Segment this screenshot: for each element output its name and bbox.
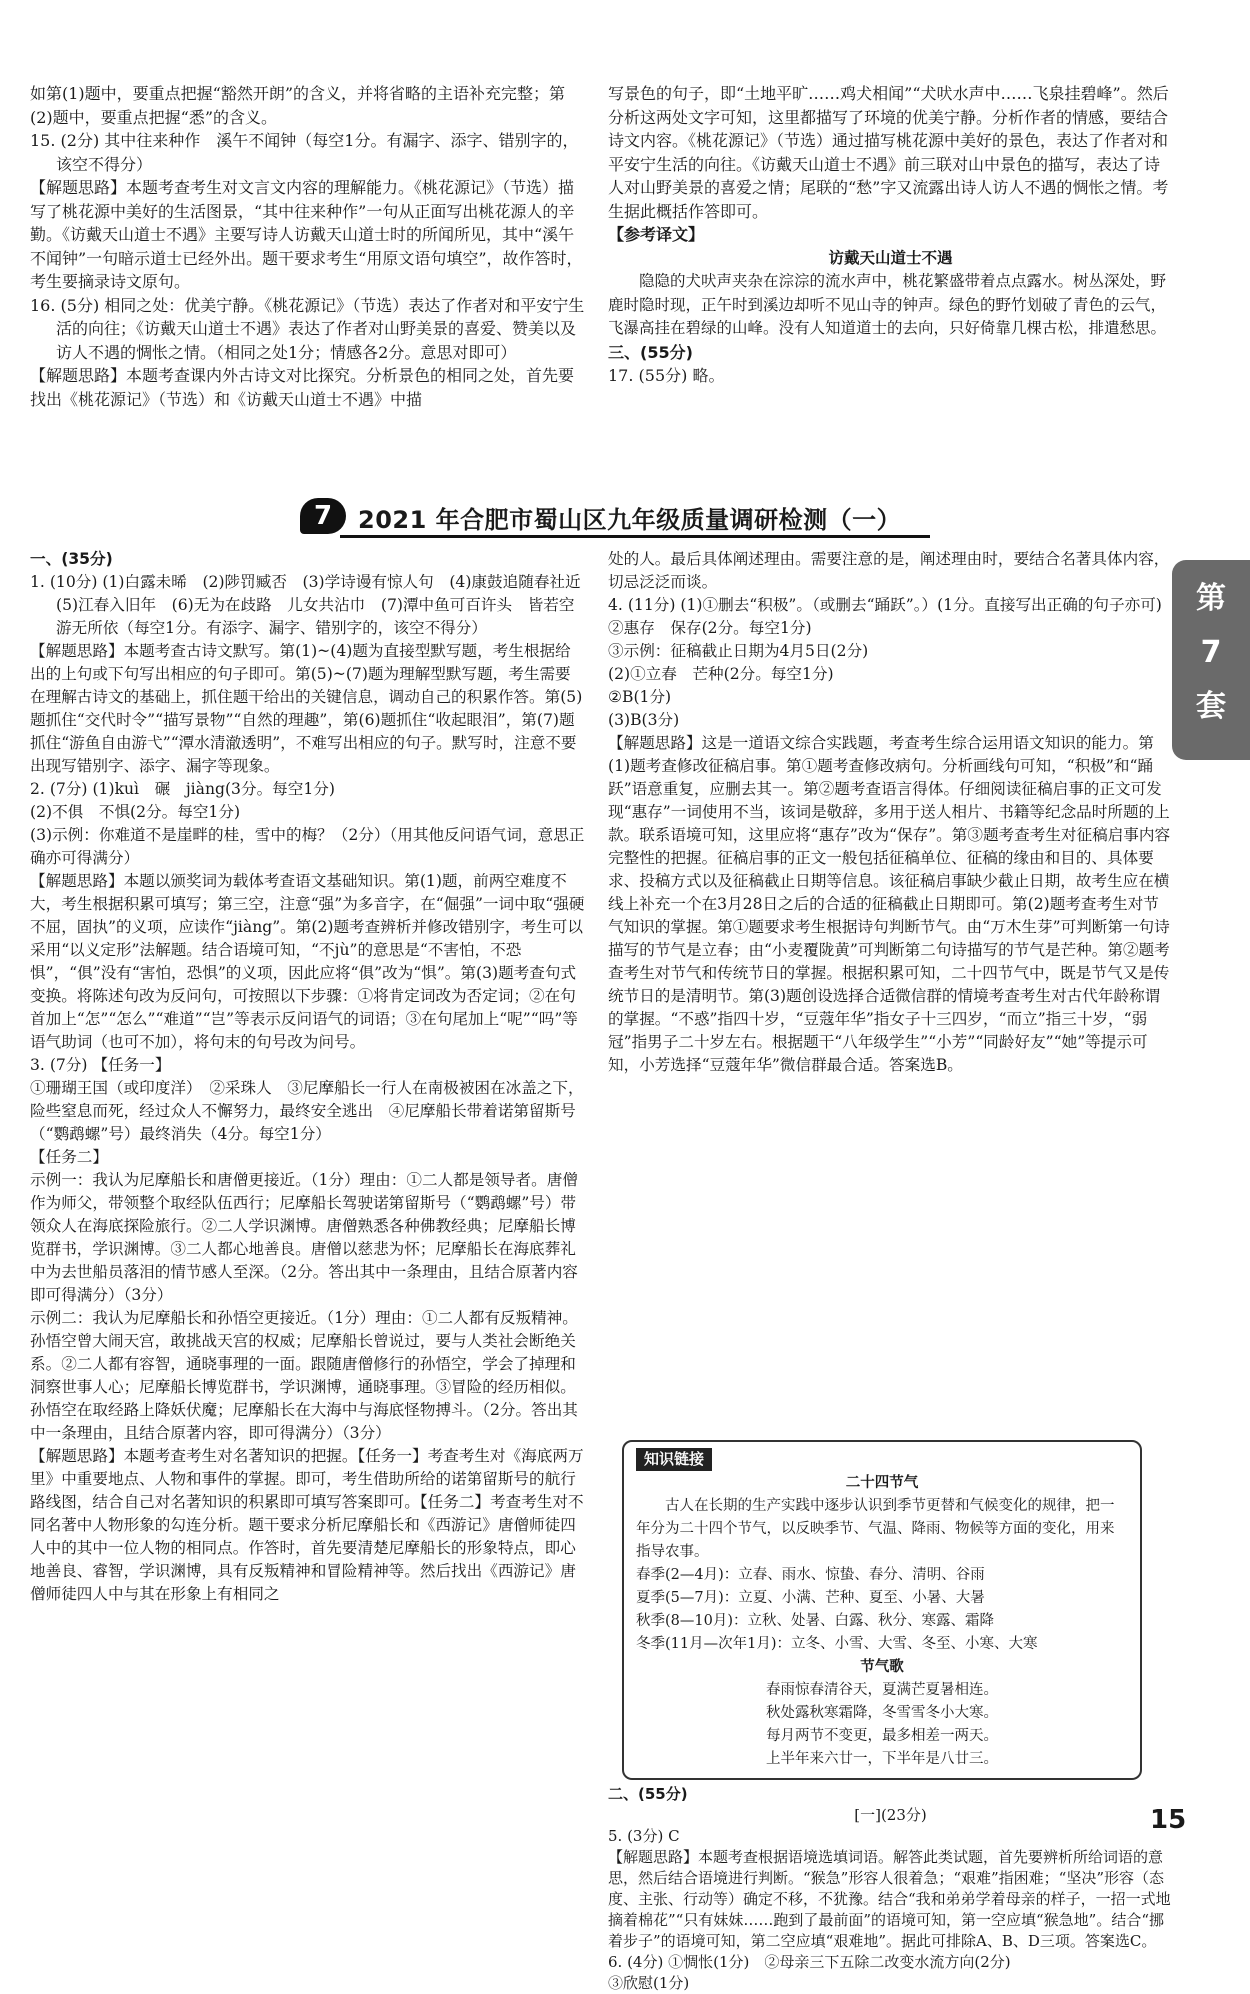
banner-rule <box>340 535 930 538</box>
analysis-1: 【解题思路】本题考查古诗文默写。第(1)~(4)题为直接型默写题，考生根据给出的上句或下句写出相应的句子即可。第(5)~(7)题为理解型默写题，考生需要在理解古诗文的基础上，抓住题干给出的关键信息，调动自己的积累作答。第(5)题抓住“交代时令”“描写景物”“自然的理趣”，第(6)题抓住“收起眼泪”，第(7)题抓住“游鱼自由游弋”“潭水清澈透明”，不难写出相应的句子。默写时，注意不要出现写错别字、添字、漏字等现象。 <box>30 642 583 775</box>
box-title: 二十四节气 <box>845 1475 919 1491</box>
top-right-column <box>608 82 1173 388</box>
box-intro: 古人在长期的生产实践中逐步认识到季节更替和气候变化的规律，把一年分为二十四个节气，以反映季节、气温、降雨、物候等方面的变化，用来指导农事。 <box>636 1498 1115 1560</box>
season-line: 秋季(8—10月)：立秋、处暑、白露、秋分、寒露、霜降 <box>636 1613 994 1629</box>
test-number-badge: 7 <box>300 498 346 534</box>
answer-2: 2. (7分) (1)kuì 碾 jiàng(3分。每空1分) <box>30 780 335 798</box>
page-number: 15 <box>1150 1805 1187 1835</box>
task-1-answer: ①珊瑚王国（或印度洋） ②采珠人 ③尼摩船长一行人在南极被困在冰盖之下，险些窒息而死，经过众人不懈努力，最终安全逃出 ④尼摩船长带着诺第留斯号（“鹦鹉螺”号）最终消失（4分。每空1分） <box>30 1079 584 1143</box>
side-tab-char: 套 <box>1196 689 1226 724</box>
song-line: 春雨惊春清谷天，夏满芒夏暑相连。 <box>766 1682 998 1698</box>
side-tab-char: 7 <box>1200 635 1222 670</box>
knowledge-link-tag: 知识链接 <box>636 1448 712 1471</box>
answer-2-2: (2)不俱 不惧(2分。每空1分) <box>30 803 241 821</box>
answer-4-2-1: (2)①立春 芒种(2分。每空1分) <box>608 665 834 683</box>
side-tab-char: 第 <box>1196 581 1226 616</box>
analysis-15: 【解题思路】本题考查考生对文言文内容的理解能力。《桃花源记》（节选）描写了桃花源中美好的生活图景，“其中往来种作”一句从正面写出桃花源人的辛勤。《访戴天山道士不遇》主要写诗人访戴天山道士时的所闻所见，其中“溪午不闻钟”一句暗示道士已经外出。题干要求考生“用原文语句填空”，故作答时，考生要摘录诗文原句。 <box>30 178 583 291</box>
answer-2-3: (3)示例：你难道不是崖畔的桂，雪中的梅？（2分）（用其他反问语气词，意思正确亦可得满分） <box>30 826 585 867</box>
answer-5: 5. (3分) C <box>608 1827 680 1845</box>
task-2-example-1: 示例一：我认为尼摩船长和唐僧更接近。（1分）理由：①二人都是领导者。唐僧作为师父，带领整个取经队伍西行；尼摩船长驾驶诺第留斯号（“鹦鹉螺”号）带领众人在海底探险旅行。②二人学识渊博。唐僧熟悉各种佛教经典；尼摩船长博览群书，学识渊博。③二人都心地善良。唐僧以慈悲为怀；尼摩船长在海底葬礼中为去世船员落泪的情节感人至深。（2分。答出其中一条理由，且结合原著内容即可得满分）（3分） <box>30 1171 578 1304</box>
test-title: 2021 年合肥市蜀山区九年级质量调研检测（一） <box>358 506 902 534</box>
task-2-example-2: 示例二：我认为尼摩船长和孙悟空更接近。（1分）理由：①二人都有反叛精神。孙悟空曾大闹天宫，敢挑战天宫的权威；尼摩船长曾说过，要与人类社会断绝关系。②二人都有容智，通晓事理的一面。跟随唐僧修行的孙悟空，学会了掉理和洞察世事人心；尼摩船长博览群书，学识渊博，通晓事理。③冒险的经历相似。孙悟空在取经路上降妖伏魔；尼摩船长在大海中与海底怪物搏斗。（2分。答出其中一条理由，且结合原著内容，即可得满分）（3分） <box>30 1309 578 1442</box>
analysis-16: 【解题思路】本题考查课内外古诗文对比探究。分析景色的相同之处，首先要找出《桃花源记》（节选）和《访戴天山道士不遇》中描 <box>30 366 575 409</box>
season-line: 春季(2—4月)：立春、雨水、惊蛰、春分、清明、谷雨 <box>636 1567 985 1583</box>
paragraph: 处的人。最后具体阐述理由。需要注意的是，阐述理由时，要结合名著具体内容，切忌泛泛而谈。 <box>608 550 1170 591</box>
translation-text: 隐隐的犬吠声夹杂在淙淙的流水声中，桃花繁盛带着点点露水。树丛深处，野鹿时隐时现，正午时到溪边却听不见山寺的钟声。绿色的野竹划破了青色的云气，飞瀑高挂在碧绿的山峰。没有人知道道士的去向，只好倚靠几棵古松，排遣愁思。 <box>608 272 1167 337</box>
test-banner <box>300 498 930 538</box>
answer-4-1-2: ②惠存 保存(2分。每空1分) <box>608 619 812 637</box>
section-2-heading: 二、(55分) <box>608 1785 688 1803</box>
section-3-heading: 三、(55分) <box>608 342 693 362</box>
song-title: 节气歌 <box>860 1659 904 1675</box>
section-1-heading: 一、(35分) <box>30 550 113 568</box>
song-line: 上半年来六廿一，下半年是八廿三。 <box>766 1751 998 1767</box>
right-bottom-column <box>608 1784 1173 1994</box>
answer-4-1-3: ③示例：征稿截止日期为4月5日(2分) <box>608 642 869 660</box>
answer-16: 16. (5分) 相同之处：优美宁静。《桃花源记》（节选）表达了作者对和平安宁生活的向往；《访戴天山道士不遇》表达了作者对山野美景的喜爱、赞美以及访人不遇的惆怅之情。（相同之处1分；情感各2分。意思对即可） <box>30 295 585 362</box>
translation-block <box>608 247 1173 341</box>
task-2-label: 【任务二】 <box>30 1148 108 1166</box>
song-line: 秋处露秋寒霜降，冬雪雪冬小大寒。 <box>766 1705 998 1721</box>
answer-1: 1. (10分) (1)白露未晞 (2)陟罚臧否 (3)学诗谩有惊人句 (4)康鼓追随春社近 (5)江春入旧年 (6)无为在歧路 儿女共沾巾 (7)潭中鱼可百许头 皆若空游无所依（每空1分。有添字、漏字、错别字的，该空不得分） <box>30 573 597 637</box>
top-left-column <box>30 82 585 411</box>
answer-6: 6. (4分) ①惆怅(1分) ②母亲三下五除二改变水流方向(2分) <box>608 1953 1011 1971</box>
song-line: 每月两节不变更，最多相差一两天。 <box>766 1728 998 1744</box>
answer-4-3: (3)B(3分) <box>608 711 680 729</box>
knowledge-link-box <box>622 1440 1142 1780</box>
answer-17: 17. (55分) 略。 <box>608 366 725 385</box>
translation-title: 访戴天山道士不遇 <box>828 248 953 267</box>
reference-translation-label: 【参考译文】 <box>608 225 705 244</box>
analysis-2: 【解题思路】本题以颁奖词为载体考查语文基础知识。第(1)题，前两空难度不大，考生根据积累可填写；第三空，注意“强”为多音字，在“倔强”一词中取“强硬不屈，固执”的义项，应读作“jiàng”。第(2)题考查辨析并修改错别字，考生可以采用“以义定形”法解题。结合语境可知，“不jù”的意思是“不害怕，不恐惧”，“俱”没有“害怕，恐惧”的义项，因此应将“俱”改为“惧”。第(3)题考查句式变换。将陈述句改为反问句，可按照以下步骤：①将肯定词改为否定词；②在句首加上“怎”“怎么”“难道”“岂”等表示反问语气的词语；③在句尾加上“呢”“吗”等语气助词（也可不加），将句末的句号改为问号。 <box>30 872 585 1051</box>
paragraph: 如第(1)题中，要重点把握“豁然开朗”的含义，并将省略的主语补充完整；第(2)题中，要重点把握“悉”的含义。 <box>30 84 566 127</box>
left-main-column <box>30 548 597 1606</box>
answer-3: 3. (7分) 【任务一】 <box>30 1056 171 1074</box>
analysis-4: 【解题思路】这是一道语文综合实践题，考查考生综合运用语文知识的能力。第(1)题考查修改征稿启事。第①题考查修改病句。分析画线句可知，“积极”和“踊跃”语意重复，应删去其一。第②题考查语言得体。仔细阅读征稿启事的正文可发现“惠存”一词使用不当，该词是敬辞，多用于送人相片、书籍等纪念品时所题的上款。联系语境可知，这里应将“惠存”改为“保存”。第③题考查考生对征稿启事内容完整性的把握。征稿启事的正文一般包括征稿单位、征稿的缘由和目的、具体要求、投稿方式以及征稿截止日期等信息。该征稿启事缺少截止日期，故考生应在横线上补充一个在3月28日之后的合适的征稿截止日期即可。第(2)题考查考生对节气知识的掌握。第①题要求考生根据诗句判断节气。由“万木生芽”可判断第一句诗描写的节气是立春；由“小麦覆陇黄”可判断第二句诗描写的节气是芒种。第②题考查考生对节气和传统节日的掌握。根据积累可知，二十四节气中，既是节气又是传统节日的是清明节。第(3)题创设选择合适微信群的情境考查考生对古代年龄称谓的掌握。“不惑”指四十岁，“豆蔻年华”指女子十三四岁，“而立”指三十岁，“弱冠”指男子二十岁左右。根据题干“八年级学生”“小芳”“同龄好友”“她”等提示可知，小芳选择“豆蔻年华”微信群最合适。答案选B。 <box>608 734 1171 1074</box>
season-line: 夏季(5—7月)：立夏、小满、芒种、夏至、小暑、大暑 <box>636 1590 985 1606</box>
analysis-5: 【解题思路】本题考查根据语境选填词语。解答此类试题，首先要辨析所给词语的意思，然后结合语境进行判断。“猴急”形容人很着急；“艰难”指困难；“坚决”形容（态度、主张、行动等）确定不移，不犹豫。结合“我和弟弟学着母亲的样子，一招一式地摘着棉花”“只有妹妹……跑到了最前面”的语境可知，第一空应填“猴急地”。结合“挪着步子”的语境可知，第二空应填“艰难地”。据此可排除A、B、D三项。答案选C。 <box>608 1848 1171 1950</box>
paragraph: 写景色的句子，即“土地平旷……鸡犬相闻”“犬吠水声中……飞泉挂碧峰”。然后分析这两处文字可知，这里都描写了环境的优美宁静。分析作者的情感，要结合诗文内容。《桃花源记》（节选）通过描写桃花源中美好的景色，表达了作者对和平安宁生活的向往。《访戴天山道士不遇》前三联对山中景色的描写，表达了诗人对山野美景的喜爱之情；尾联的“愁”字又流露出诗人访人不遇的惆怅之情。考生据此概括作答即可。 <box>608 84 1169 221</box>
right-main-column <box>608 548 1173 1077</box>
side-tab <box>1172 560 1250 760</box>
answer-15: 15. (2分) 其中往来种作 溪午不闻钟（每空1分。有漏字、添字、错别字的，该空不得分） <box>30 131 579 174</box>
answer-4-2-2: ②B(1分) <box>608 688 672 706</box>
subsection-1-heading: [一](23分) <box>854 1806 927 1824</box>
season-line: 冬季(11月—次年1月)：立冬、小雪、大雪、冬至、小寒、大寒 <box>636 1636 1038 1652</box>
answer-6-3: ③欣慰(1分) <box>608 1974 690 1992</box>
answer-4: 4. (11分) (1)①删去“积极”。（或删去“踊跃”。）(1分。直接写出正确的句子亦可) <box>608 596 1162 614</box>
analysis-3: 【解题思路】本题考查考生对名著知识的把握。【任务一】考查考生对《海底两万里》中重要地点、人物和事件的掌握。即可，考生借助所给的诺第留斯号的航行路线图，结合自己对名著知识的积累即可填写答案即可。【任务二】考查考生对不同名著中人物形象的勾连分析。题干要求分析尼摩船长和《西游记》唐僧师徒四人中的其中一位人物的相同点。作答时，首先要清楚尼摩船长的形象特点，即心地善良、睿智，学识渊博，具有反叛精神和冒险精神等。然后找出《西游记》唐僧师徒四人中与其在形象上有相同之 <box>30 1447 584 1603</box>
